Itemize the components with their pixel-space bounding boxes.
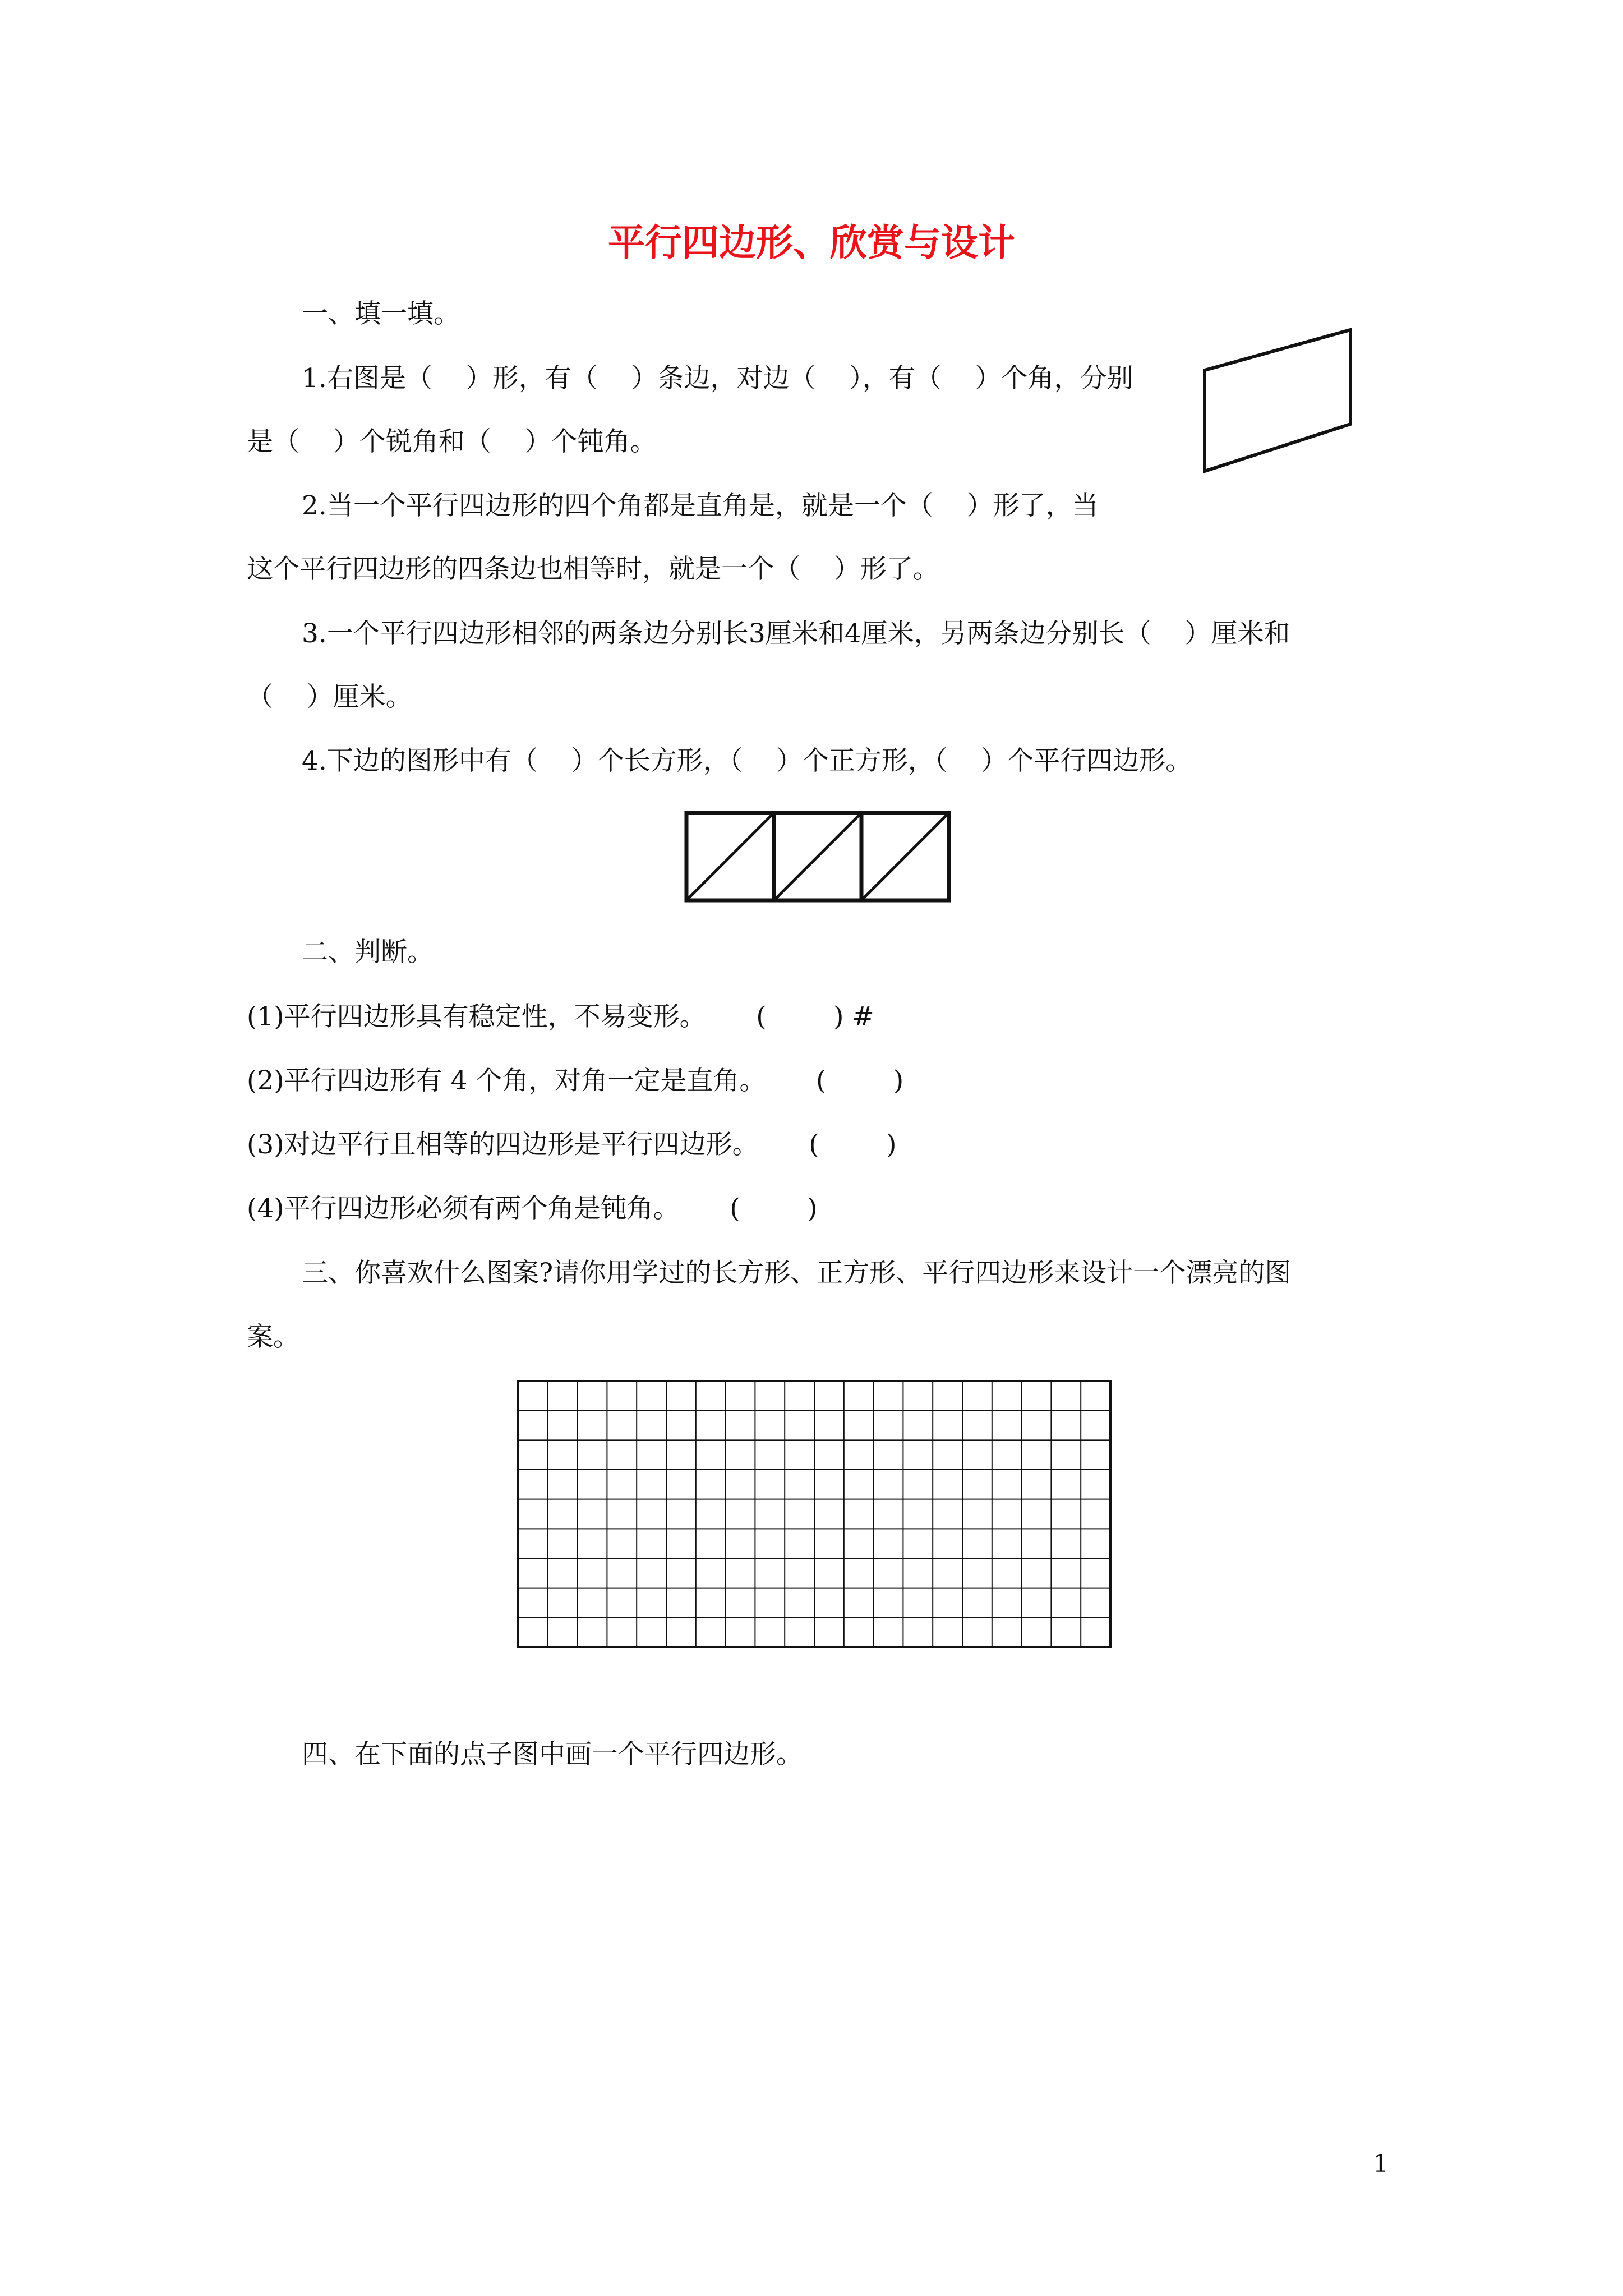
q3-line2: （ ）厘米。 [247, 682, 412, 712]
q3-line1: 3.一个平行四边形相邻的两条边分别长3厘米和4厘米，另两条边分别长（ ）厘米和 [302, 618, 1290, 649]
rectangles-figure [683, 809, 952, 905]
section3-line1: 三、你喜欢什么图案?请你用学过的长方形、正方形、平行四边形来设计一个漂亮的图 [302, 1258, 1292, 1289]
judge-item: (3)对边平行且相等的四边形是平行四边形。 ( ) [247, 1129, 897, 1160]
section1-heading: 一、填一填。 [302, 298, 460, 329]
q1-line1: 1.右图是（ ）形，有（ ）条边，对边（ ），有（ ）个角，分别 [302, 363, 1133, 394]
design-grid [516, 1379, 1113, 1649]
judge-item: (2)平行四边形有 4 个角，对角一定是直角。 ( ) [247, 1065, 904, 1096]
page-number: 1 [1373, 2150, 1389, 2178]
page-title: 平行四边形、欣赏与设计 [608, 220, 1015, 264]
q2-line2: 这个平行四边形的四条边也相等时，就是一个（ ）形了。 [247, 554, 939, 585]
parallelogram-figure [1195, 324, 1363, 481]
q1-line2: 是（ ）个锐角和（ ）个钝角。 [247, 426, 657, 457]
section3-line2: 案。 [247, 1322, 299, 1352]
q4-line1: 4.下边的图形中有（ ）个长方形，（ ）个正方形，（ ）个平行四边形。 [302, 746, 1192, 776]
q2-line1: 2.当一个平行四边形的四个角都是直角是，就是一个（ ）形了，当 [302, 490, 1099, 521]
section4-heading: 四、在下面的点子图中画一个平行四边形。 [302, 1739, 803, 1770]
judge-item: (1)平行四边形具有稳定性，不易变形。 ( ) # [247, 1001, 874, 1032]
judge-item: (4)平行四边形必须有两个角是钝角。 ( ) [247, 1193, 818, 1224]
section2-heading: 二、判断。 [302, 937, 434, 968]
